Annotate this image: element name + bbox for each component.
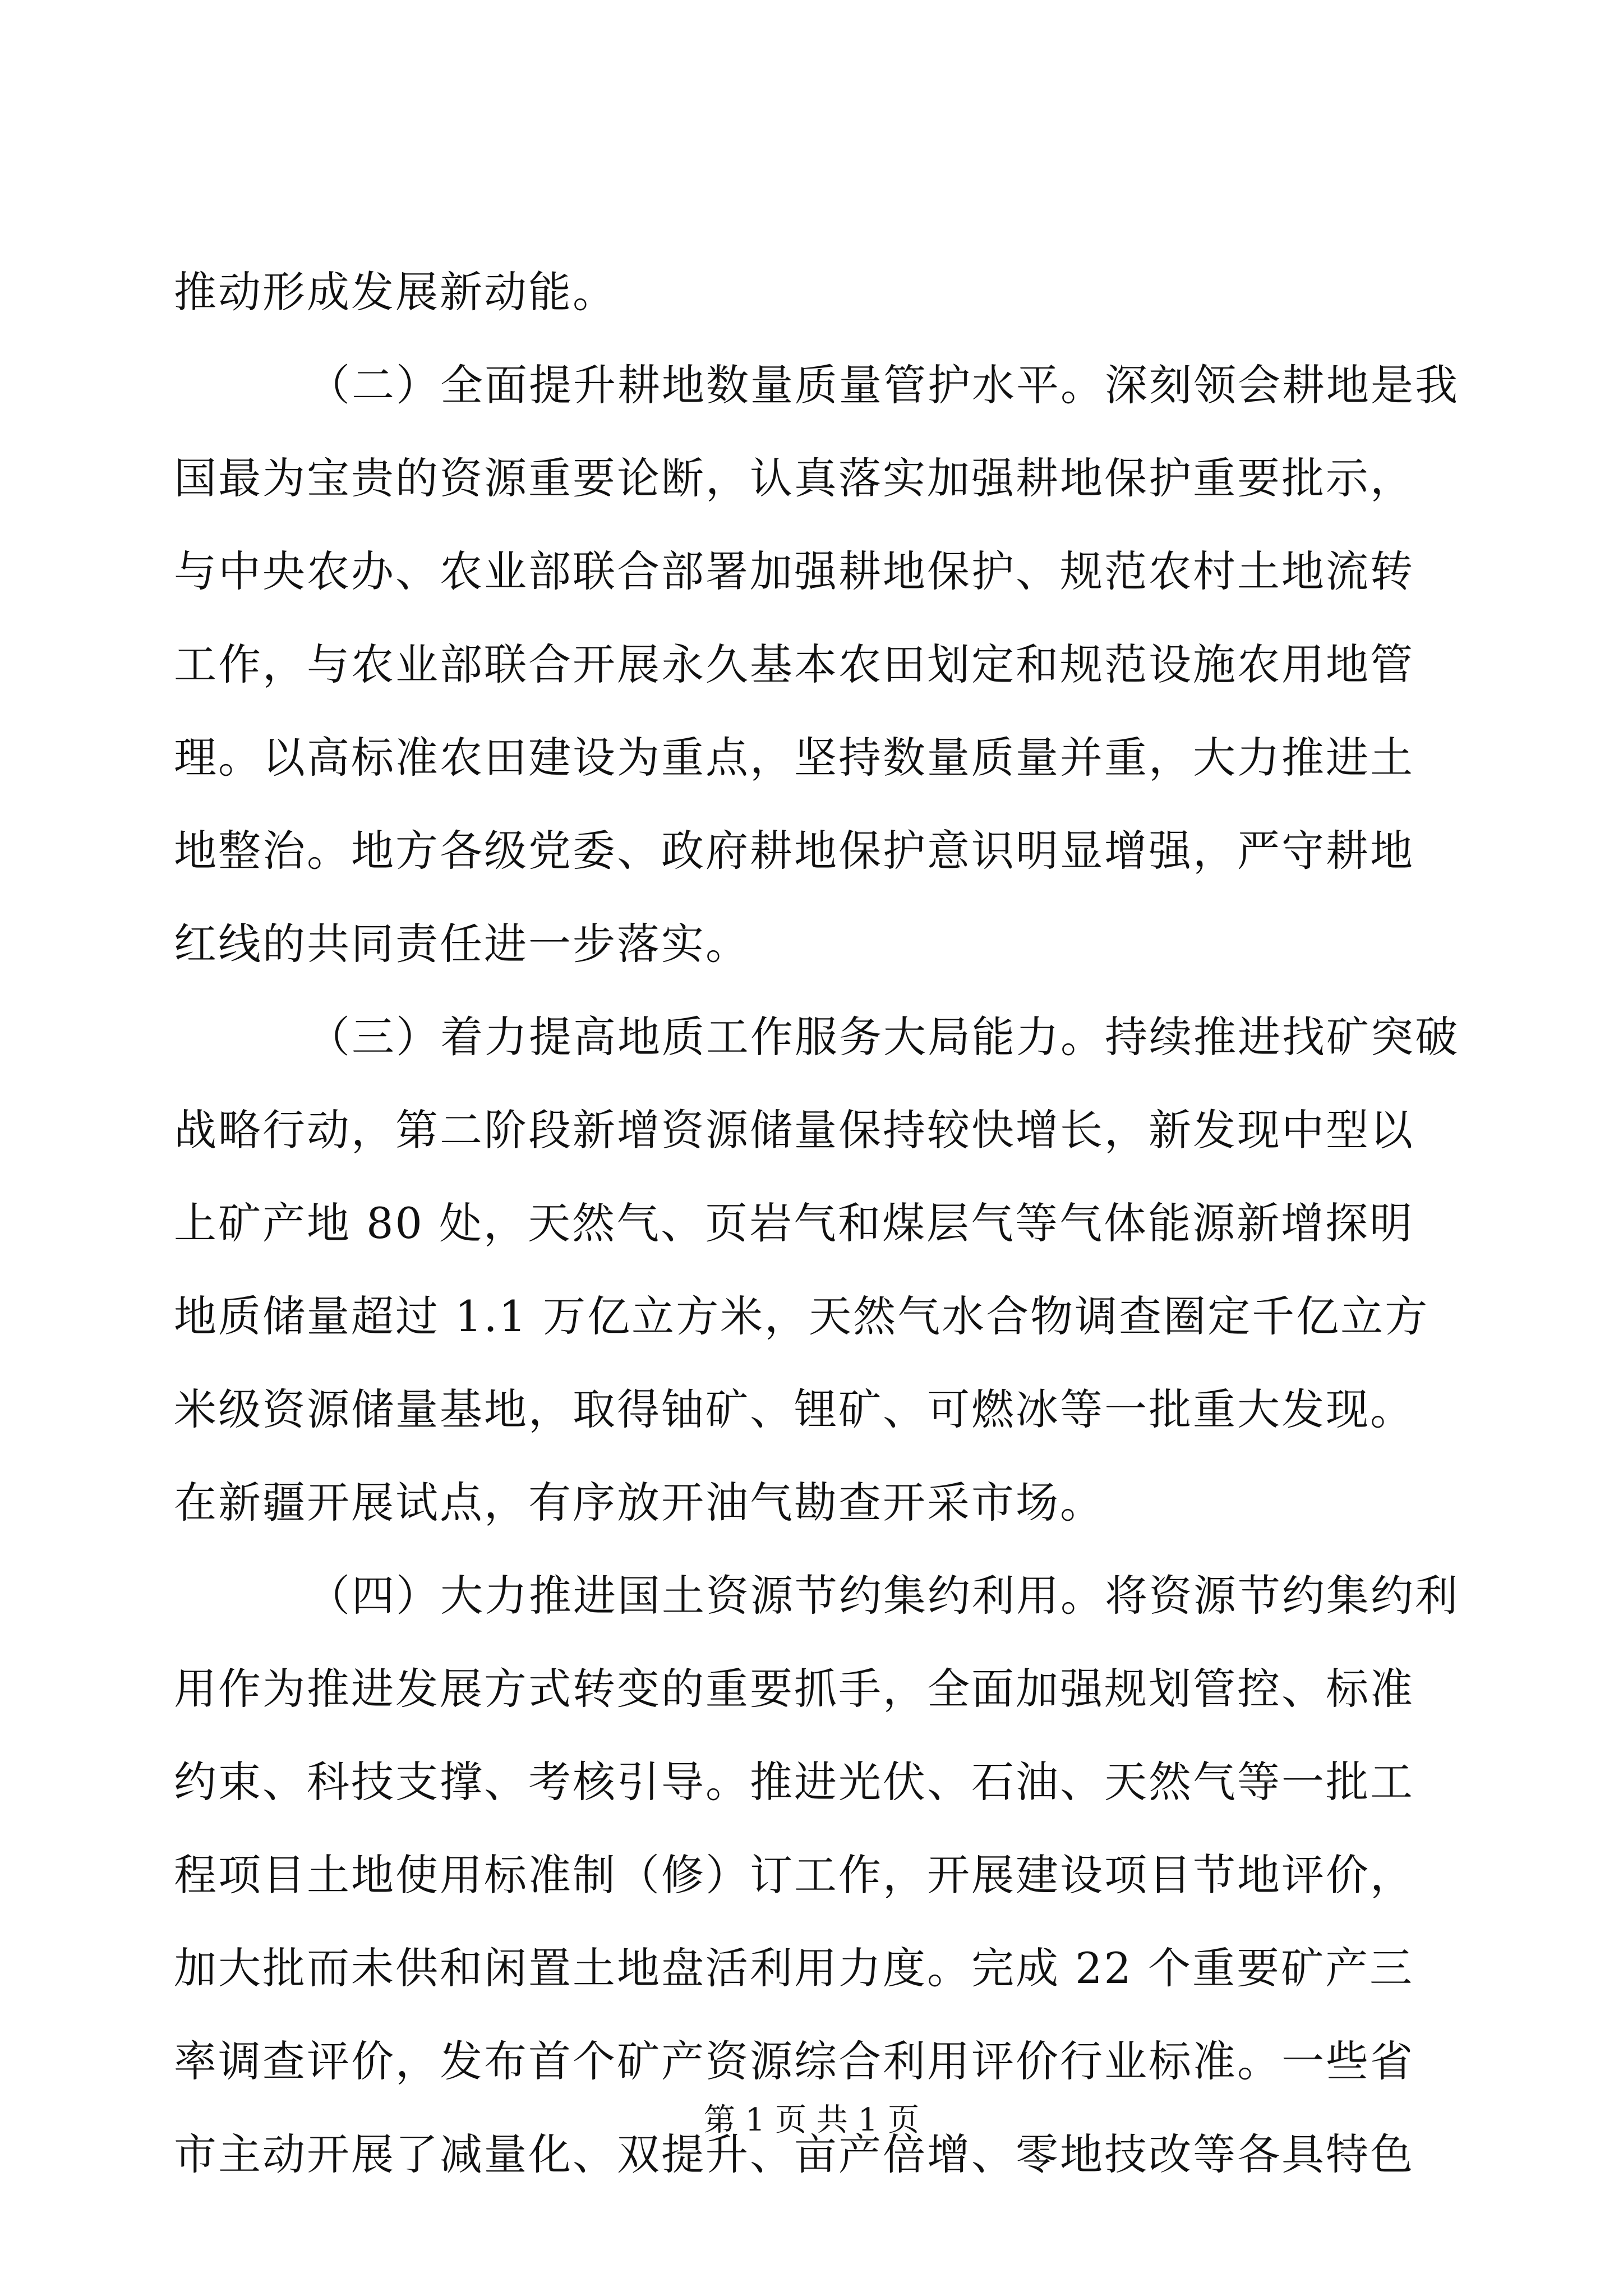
text-line: 国最为宝贵的资源重要论断，认真落实加强耕地保护重要批示， [174, 453, 1414, 503]
text-line: 战略行动，第二阶段新增资源储量保持较快增长，新发现中型以 [174, 1105, 1414, 1155]
paragraph-heading-line: （二）全面提升耕地数量质量管护水平。深刻领会耕地是我 [307, 360, 1459, 410]
text-line: 地质储量超过 1.1 万亿立方米，天然气水合物调查圈定千亿立方 [174, 1291, 1430, 1341]
text-line: 工作，与农业部联合开展永久基本农田划定和规范设施农用地管 [174, 639, 1414, 689]
text-line: 地整治。地方各级党委、政府耕地保护意识明显增强，严守耕地 [174, 826, 1414, 876]
text-line: 市主动开展了减量化、双提升、亩产倍增、零地技改等各具特色 [174, 2129, 1414, 2179]
document-body [174, 246, 1458, 2201]
text-line: 上矿产地 80 处，天然气、页岩气和煤层气等气体能源新增探明 [174, 1198, 1414, 1248]
paragraph-heading-line: （三）着力提高地质工作服务大局能力。持续推进找矿突破 [307, 1012, 1459, 1062]
text-line: 理。以高标准农田建设为重点，坚持数量质量并重，大力推进土 [174, 733, 1414, 783]
text-line: 率调查评价，发布首个矿产资源综合利用评价行业标准。一些省 [174, 2036, 1414, 2086]
text-line: 程项目土地使用标准制（修）订工作，开展建设项目节地评价， [174, 1850, 1414, 1900]
text-line: 用作为推进发展方式转变的重要抓手，全面加强规划管控、标准 [174, 1664, 1414, 1714]
text-line: 在新疆开展试点，有序放开油气勘查开采市场。 [174, 1478, 1104, 1527]
text-line: 米级资源储量基地，取得铀矿、锂矿、可燃冰等一批重大发现。 [174, 1384, 1414, 1434]
text-line: 约束、科技支撑、考核引导。推进光伏、石油、天然气等一批工 [174, 1757, 1414, 1807]
page-footer [0, 2098, 1623, 2143]
page-number-label: 第 1 页 共 1 页 [703, 2102, 920, 2138]
text-line: 红线的共同责任进一步落实。 [174, 919, 750, 969]
text-line: 与中央农办、农业部联合部署加强耕地保护、规范农村土地流转 [174, 546, 1414, 596]
text-line: 加大批而未供和闲置土地盘活利用力度。完成 22 个重要矿产三 [174, 1943, 1414, 1993]
text-line: 推动形成发展新动能。 [174, 267, 617, 317]
paragraph-heading-line: （四）大力推进国土资源节约集约利用。将资源节约集约利 [307, 1571, 1459, 1621]
